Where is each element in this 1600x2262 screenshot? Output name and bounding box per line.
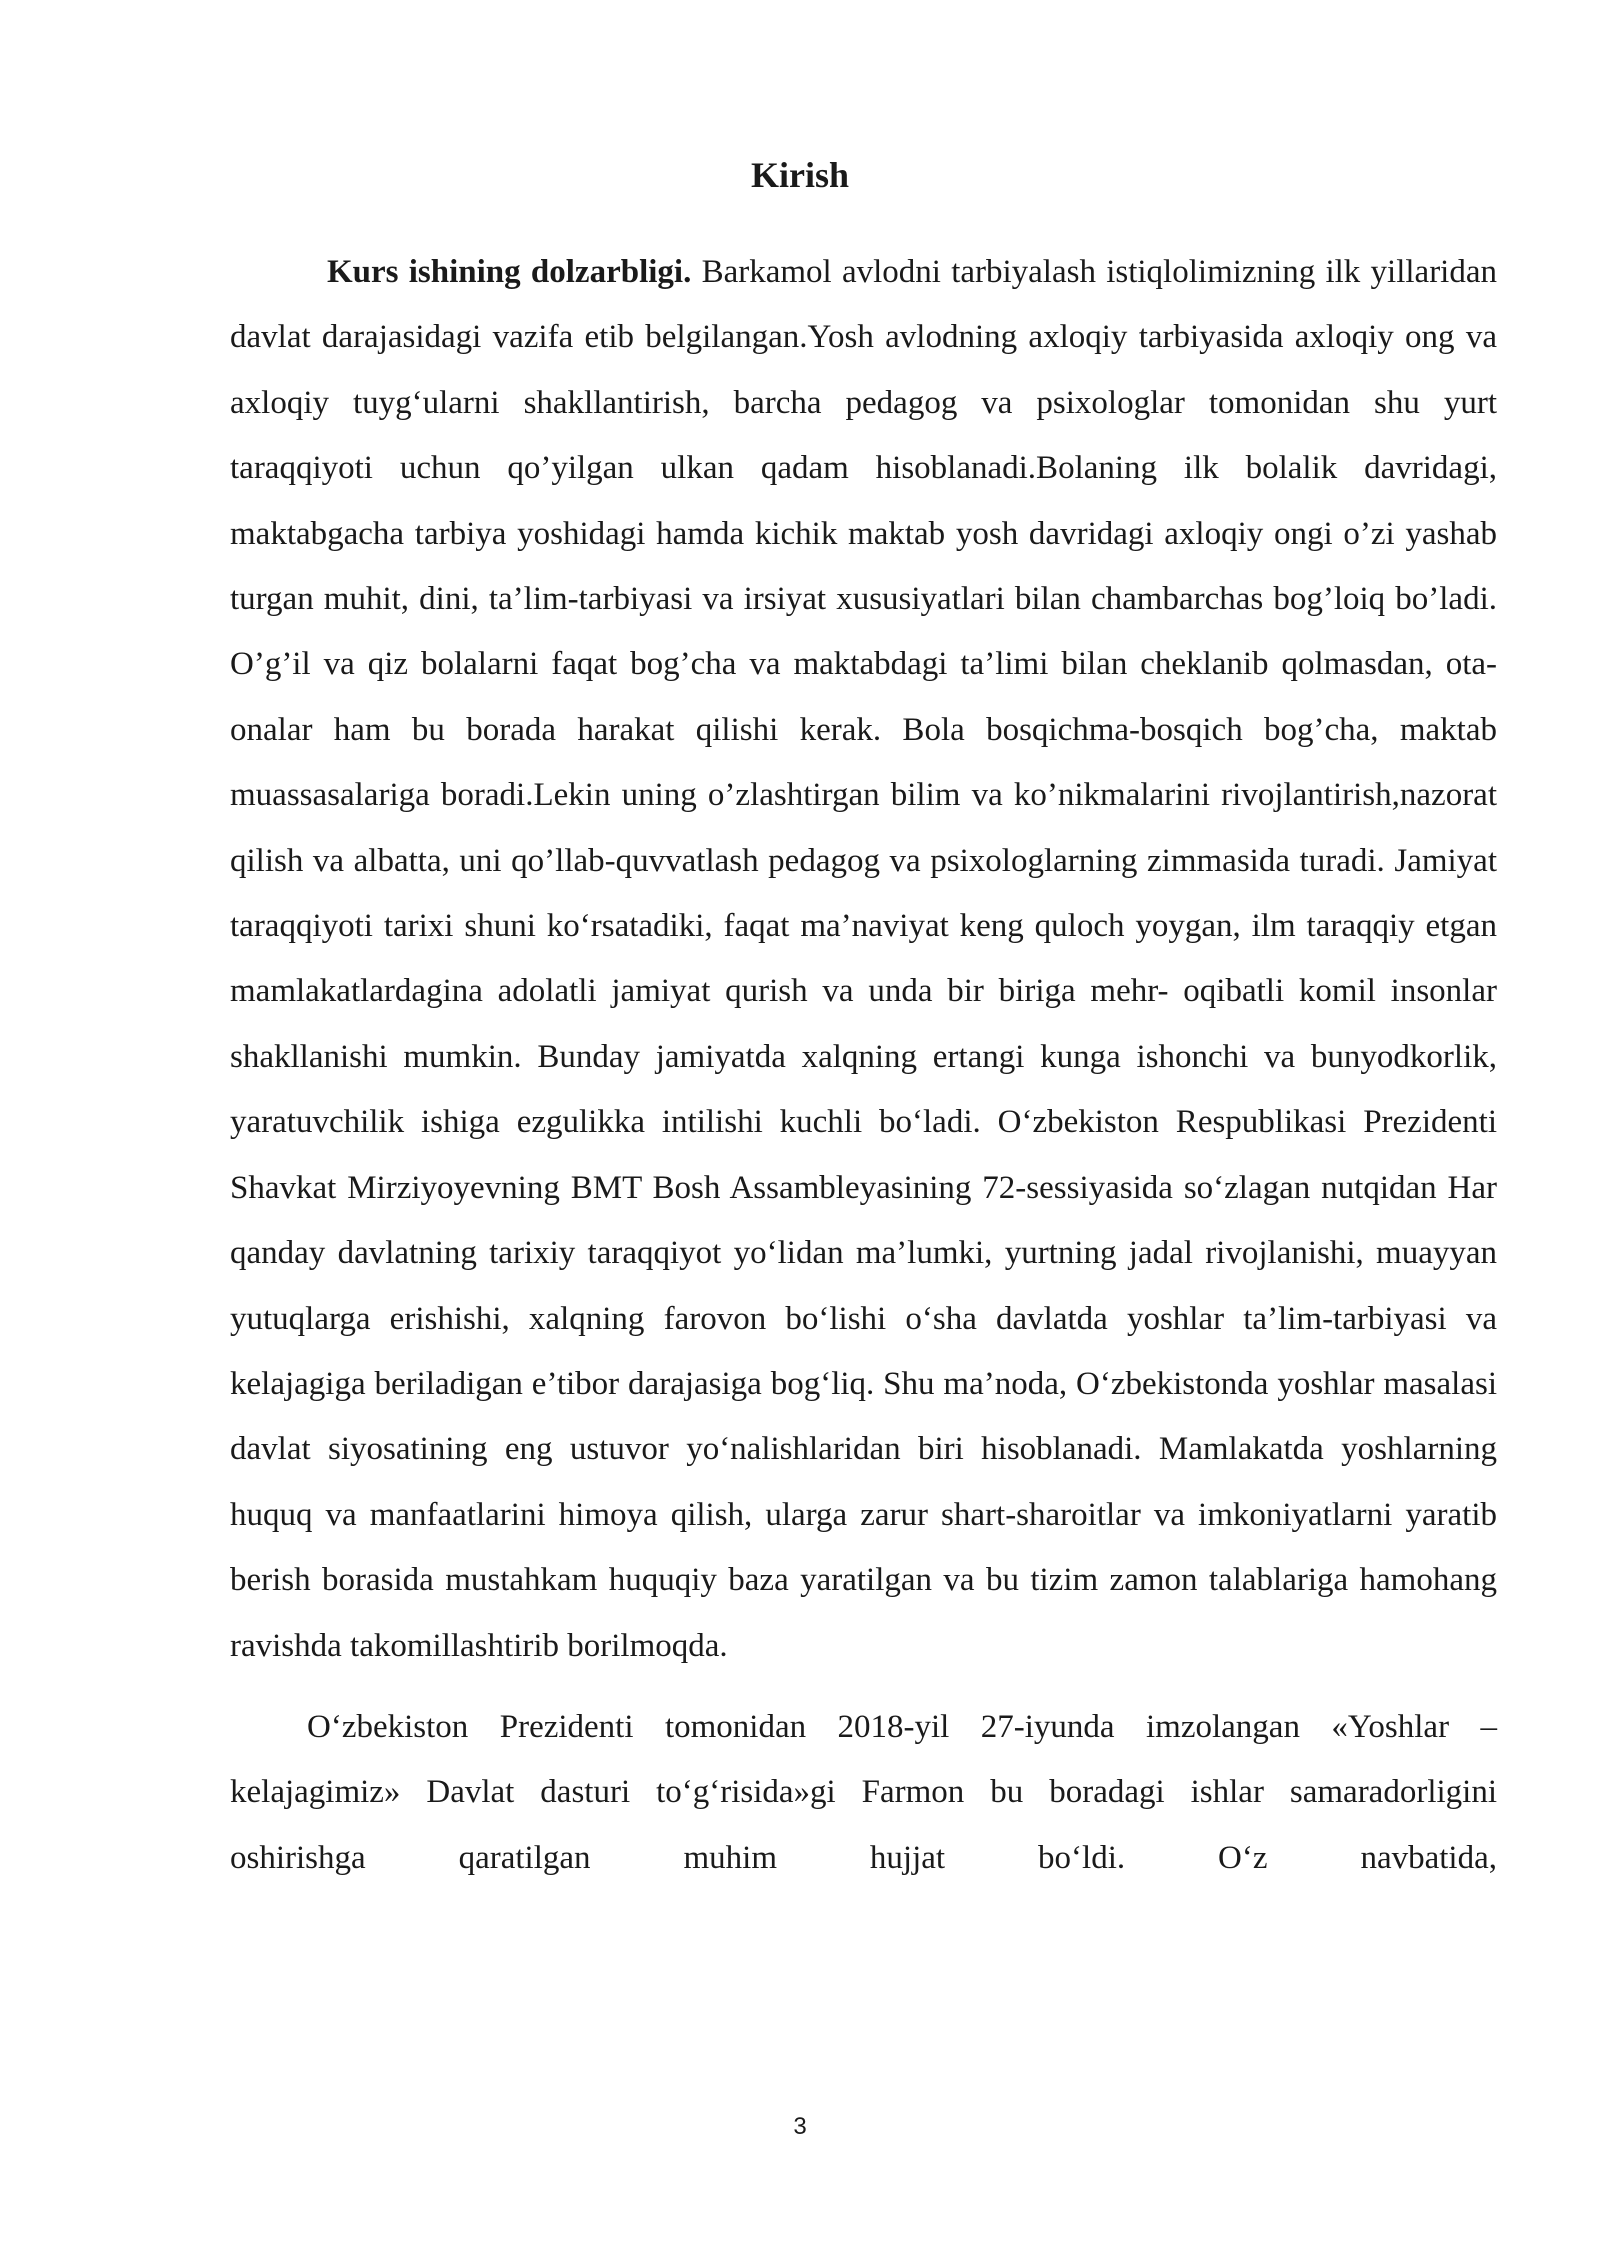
- paragraph-intro-text: Barkamol avlodni tarbiyalash istiqlolimizning ilk yillaridan davlat darajasidagi vazifa etib belgilangan.Yosh avlodning axloqiy tarbiyasida axloqiy ong va axloqiy tuyg‘ularni shakllantirish, barcha pedagog va psixologlar tomonidan shu yurt taraqqiyoti uchun qo’yilgan ulkan qadam hisoblanadi.Bolaning ilk bolalik davridagi, maktabgacha tarbiya yoshidagi hamda kichik maktab yosh davridagi axloqiy ongi o’zi yashab turgan muhit, dini, ta’lim-tarbiyasi va irsiyat xususiyatlari bilan chambarchas bog’loiq bo’ladi. O’g’il va qiz bolalarni faqat bog’cha va maktabdagi ta’limi bilan cheklanib qolmasdan, ota-onalar ham bu borada harakat qilishi kerak. Bola bosqichma-bosqich bog’cha, maktab muassasalariga boradi.Lekin uning o’zlashtirgan bilim va ko’nikmalarini rivojlantirish,nazorat qilish va albatta, uni qo’llab-quvvatlash pedagog va psixologlarning zimmasida turadi. Jamiyat taraqqiyoti tarixi shuni ko‘rsatadiki, faqat ma’naviyat keng quloch yoygan, ilm taraqqiy etgan mamlakatlardagina adolatli jamiyat qurish va unda bir biriga mehr- oqibatli komil insonlar shakllanishi mumkin. Bunday jamiyatda xalqning ertangi kunga ishonchi va bunyodkorlik, yaratuvchilik ishiga ezgulikka intilishi kuchli bo‘ladi. O‘zbekiston Respublikasi Prezidenti Shavkat Mirziyoyevning BMT Bosh Assambleyasining 72-sessiyasida so‘zlagan nutqidan Har qanday davlatning tarixiy taraqqiyot yo‘lidan ma’lumki, yurtning jadal rivojlanishi, muayyan yutuqlarga erishishi, xalqning farovon bo‘lishi o‘sha davlatda yoshlar ta’lim-tarbiyasi va kelajagiga beriladigan e’tibor darajasiga bog‘liq. Shu ma’noda, O‘zbekistonda yoshlar masalasi davlat siyosatining eng ustuvor yo‘nalishlaridan biri hisoblanadi. Mamlakatda yoshlarning huquq va manfaatlarini himoya qilish, ularga zarur shart-sharoitlar va imkoniyatlarni yaratib berish borasida mustahkam huquqiy baza yaratilgan va bu tizim zamon talablariga hamohang ravishda takomillashtirib borilmoqda.: [230, 254, 1498, 1664]
- paragraph-intro: [230, 240, 1497, 1679]
- body-text: [230, 240, 1497, 1891]
- paragraph-decree: [230, 1695, 1497, 1891]
- page-number: 3: [793, 2113, 807, 2140]
- paragraph-decree-text: O‘zbekiston Prezidenti tomonidan 2018-yil 27-iyunda imzolangan «Yoshlar – kelajagimiz» Davlat dasturi to‘g‘risida»gi Farmon bu boradagi ishlar samaradorligini oshirishga qaratilgan muhim hujjat bo‘ldi. O‘z navbatida,: [230, 1708, 1497, 1876]
- section-lead: Kurs ishining dolzarbligi.: [327, 254, 692, 290]
- page-title: Kirish: [750, 155, 849, 195]
